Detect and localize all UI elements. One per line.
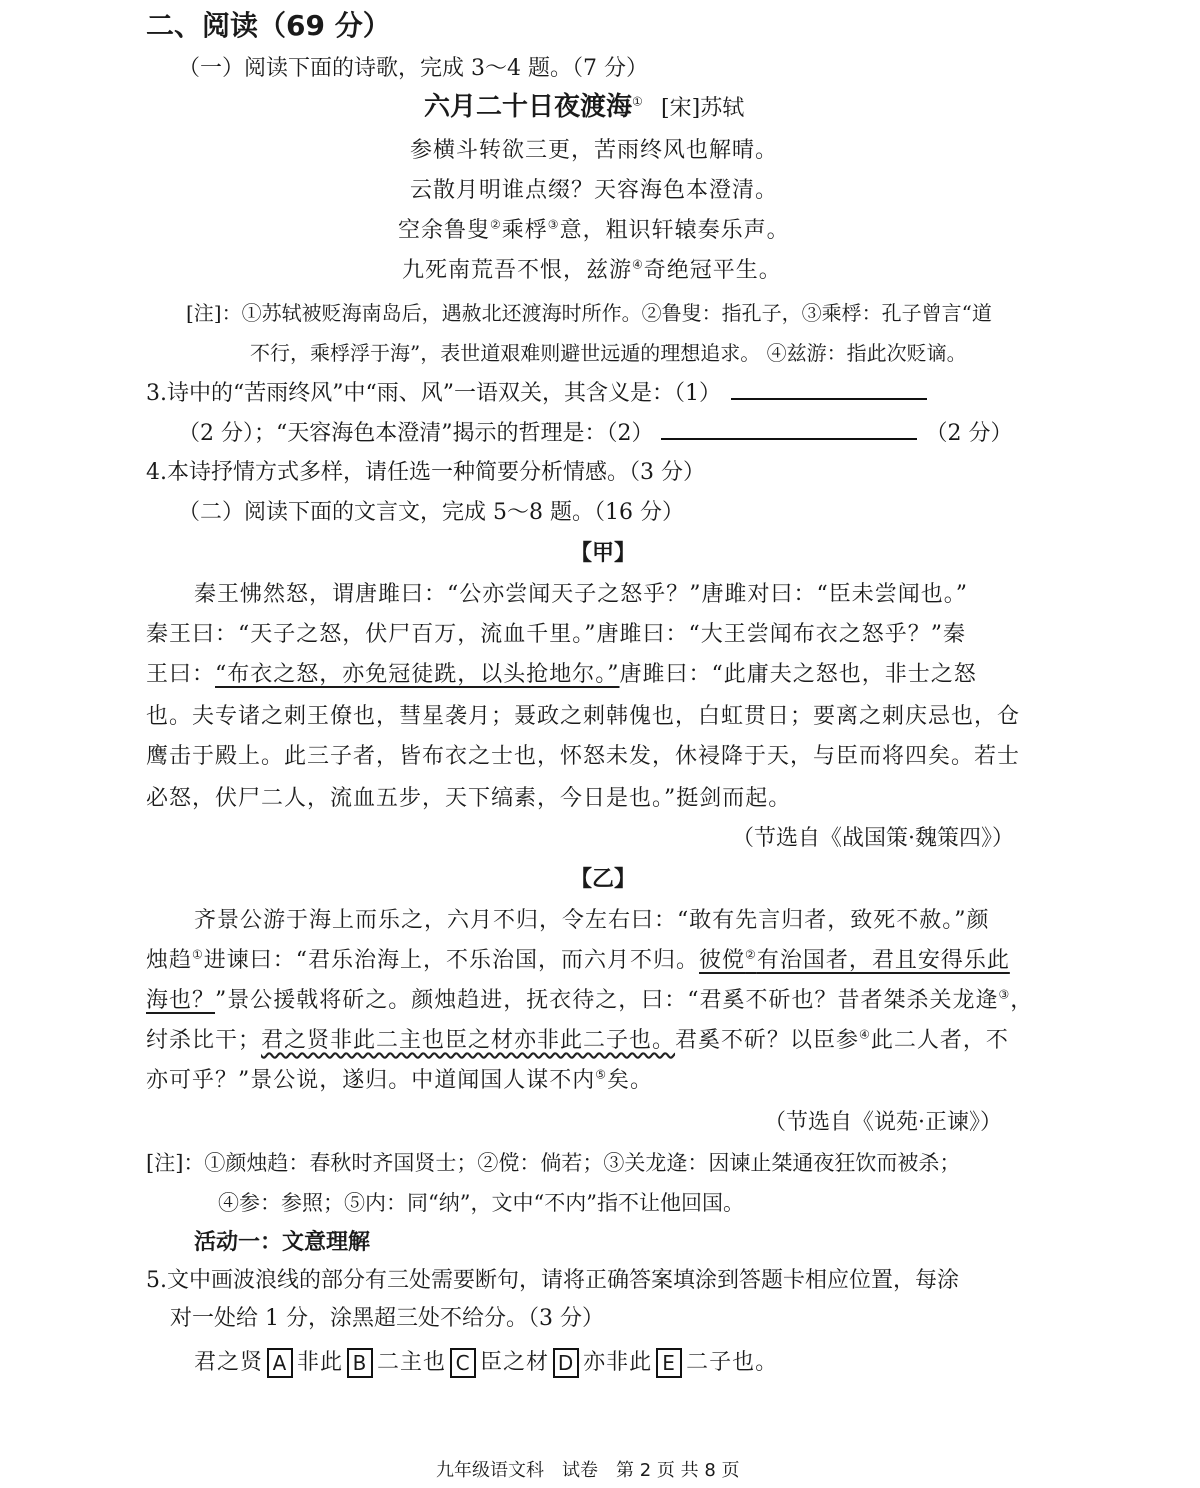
poem-author: [宋]苏轼 [661,96,745,121]
jia-text-line: 王曰：“布衣之怒，亦免冠徒跣，以头抢地尔。”唐雎曰：“此庸夫之怒也，非士之怒 [146,662,977,687]
passage-note: ④参：参照；⑤内：同“纳”，文中“不内”指不让他回国。 [218,1191,744,1215]
break-option-c[interactable]: C [450,1348,476,1378]
yi-text-line: 烛趋①进谏曰：“君乐治海上，不乐治国，而六月不归。彼傥②有治国者，君且安得乐此 [146,947,1010,973]
poem-line: 云散月明谁点缀？天容海色本澄清。 [410,178,779,203]
jia-text-line: 必怒，伏尸二人，流血五步，天下缟素，今日是也。”挺剑而起。 [146,786,792,811]
break-option-e[interactable]: E [656,1348,682,1378]
question-4: 4.本诗抒情方式多样，请任选一种简要分析情感。（3 分） [146,460,705,485]
sentence-break-options: 君之贤 A 非此 B 二主也 C 臣之材 D 亦非此 E 二子也。 [194,1348,778,1378]
poem-line: 九死南荒吾不恨，兹游④奇绝冠平生。 [402,257,782,283]
question-3: 3.诗中的“苦雨终风”中“雨、风”一语双关，其含义是：（1） [146,378,927,409]
passage-note: [注]：①颜烛趋：春秋时齐国贤士；②傥：倘若；③关龙逄：因谏止桀通夜狂饮而被杀； [146,1151,961,1175]
question-5-cont: 对一处给 1 分，涂黑超三处不给分。（3 分） [170,1306,604,1331]
yi-text-line: 海也？”景公援戟将斫之。颜烛趋进，抚衣待之，曰：“君奚不斫也？昔者桀杀关龙逄③， [146,987,1034,1013]
jia-text-line: 鹰击于殿上。此三子者，皆布衣之士也，怀怒未发，休祲降于天，与臣而将四矣。若士 [146,744,1021,769]
jia-text-line: 秦王曰：“天子之怒，伏尸百万，流血千里。”唐雎曰：“大王尝闻布衣之怒乎？”秦 [146,622,966,647]
jia-text-line: 也。夫专诸之刺王僚也，彗星袭月；聂政之刺韩傀也，白虹贯日；要离之刺庆忌也，仓 [146,704,1021,729]
yi-text-line: 纣杀比干；君之贤非此二主也臣之材亦非此二子也。君奚不斫？以臣参④此二人者，不 [146,1027,1009,1053]
underlined-sentence: “布衣之怒，亦免冠徒跣，以头抢地尔。” [215,662,620,687]
activity-heading: 活动一：文意理解 [194,1230,371,1255]
poem-line: 空余鲁叟②乘桴③意，粗识轩辕奏乐声。 [398,217,790,243]
wavy-sentence: 君之贤非此二主也臣之材亦非此二子也。 [261,1028,676,1053]
jia-text-line: 秦王怫然怒，谓唐雎曰：“公亦尝闻天子之怒乎？”唐雎对曰：“臣未尝闻也。” [194,582,968,607]
poem-title: 六月二十日夜渡海 [424,92,633,122]
underlined-sentence: 彼傥②有治国者，君且安得乐此 [699,947,1010,973]
question-3-cont: （2 分）；“天容海色本澄清”揭示的哲理是：（2） （2 分） [178,418,1012,449]
poem-title-note: ① [632,94,643,109]
jia-label: 【甲】 [570,540,637,566]
part2-instruction: （二）阅读下面的文言文，完成 5～8 题。（16 分） [178,500,684,525]
question-5: 5.文中画波浪线的部分有三处需要断句，请将正确答案填涂到答题卡相应位置，每涂 [146,1268,959,1293]
break-option-a[interactable]: A [267,1348,293,1378]
underlined-sentence: 海也？ [146,988,216,1013]
yi-label: 【乙】 [570,866,637,892]
poem-heading [424,90,744,126]
answer-blank[interactable] [661,418,917,440]
section-title: 二、阅读（69 分） [146,9,391,42]
yi-text-line: 亦可乎？”景公说，遂归。中道闻国人谋不内⑤矣。 [146,1067,654,1093]
poem-note: 不行，乘桴浮于海”，表世道艰难则避世远遁的理想追求。 ④兹游：指此次贬谪。 [250,341,967,365]
poem-line: 参横斗转欲三更，苦雨终风也解晴。 [410,138,779,163]
part1-instruction: （一）阅读下面的诗歌，完成 3～4 题。（7 分） [178,56,648,81]
jia-source: （节选自《战国策·魏策四》） [732,826,1014,851]
yi-text-line: 齐景公游于海上而乐之，六月不归，令左右曰：“敢有先言归者，致死不赦。”颜 [194,908,990,933]
break-option-d[interactable]: D [553,1348,579,1378]
answer-blank[interactable] [731,378,927,400]
break-option-b[interactable]: B [347,1348,373,1378]
yi-source: （节选自《说苑·正谏》） [764,1110,1002,1135]
poem-note: [注]：①苏轼被贬海南岛后，遇赦北还渡海时所作。②鲁叟：指孔子，③乘桴：孔子曾言“道 [186,301,992,325]
page-footer: 九年级语文科 试卷 第 2 页 共 8 页 [436,1460,740,1481]
